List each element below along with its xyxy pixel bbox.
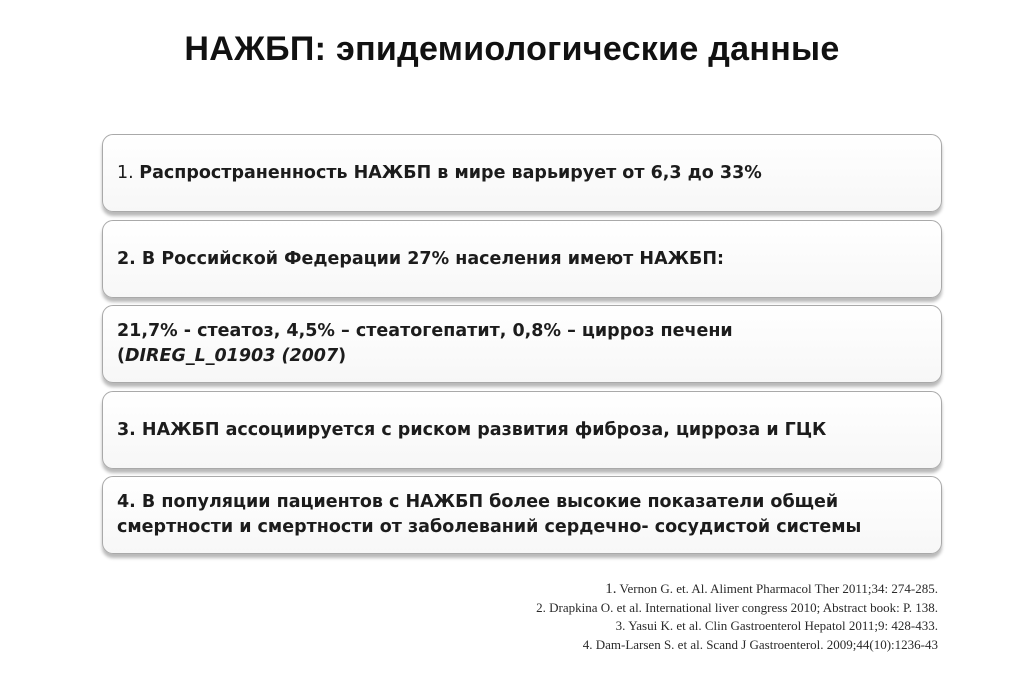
reference-3: 3. Yasui K. et al. Clin Gastroenterol Hepatol 2011;9: 428-433. — [615, 618, 938, 633]
close-paren: ) — [338, 346, 347, 366]
fact-text-line-2: смертности и смертности от заболеваний сердечно- сосудистой системы — [117, 517, 862, 537]
reference-2: 2. Drapkina O. et al. International liver congress 2010; Abstract book: P. 138. — [536, 599, 938, 615]
fact-text: 2. В Российской Федерации 27% населения имеют НАЖБП: — [117, 248, 725, 269]
reference-1 — [536, 580, 938, 599]
breakdown-source — [117, 344, 927, 369]
breakdown-text: 21,7% - стеатоз, 4,5% – стеатогепатит, 0,8% – цирроз печени — [117, 321, 733, 341]
reference-text: Vernon G. et. Al. Aliment Pharmacol Ther 2011;34: 274-285. — [616, 581, 938, 596]
source-citation: DIREG_L_01903 (2007 — [125, 346, 339, 366]
fact-box-breakdown — [102, 305, 942, 383]
references-list — [536, 580, 938, 654]
fact-line — [117, 161, 927, 186]
fact-box-worldwide-prevalence — [102, 134, 942, 212]
fact-text-line-1: 4. В популяции пациентов с НАЖБП более высокие показатели общей — [117, 492, 839, 512]
fact-box-risk-association — [102, 391, 942, 469]
fact-number: 1. — [117, 162, 134, 183]
slide-title: НАЖБП: эпидемиологические данные — [184, 30, 840, 68]
reference-number: 1. — [605, 581, 617, 597]
reference-4: 4. Dam-Larsen S. et al. Scand J Gastroenterol. 2009;44(10):1236-43 — [582, 636, 938, 652]
open-paren: ( — [117, 346, 125, 366]
fact-text: 3. НАЖБП ассоциируется с риском развития фиброза, цирроза и ГЦК — [117, 419, 827, 440]
fact-text: Распространенность НАЖБП в мире варьирует от 6,3 до 33% — [139, 162, 762, 183]
fact-box-mortality — [102, 476, 942, 554]
fact-box-russia-prevalence — [102, 220, 942, 298]
